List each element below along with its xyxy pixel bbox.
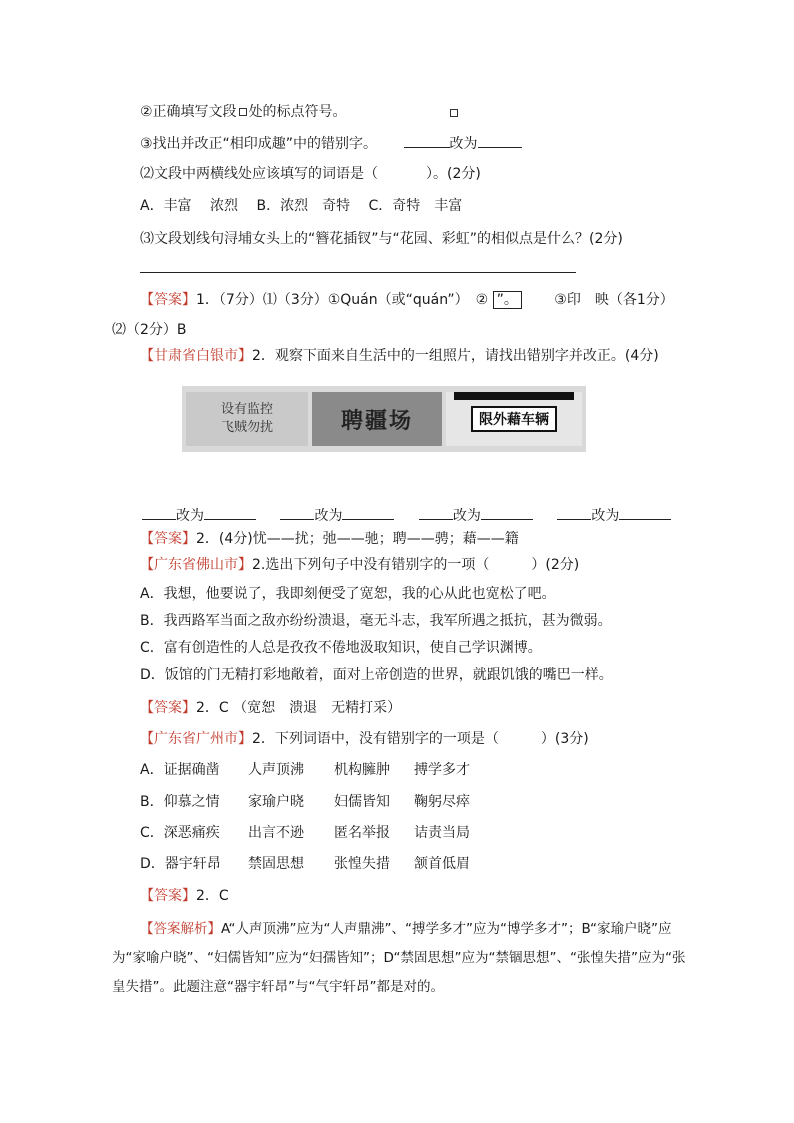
region-label: 【甘肃省白银市】: [140, 348, 252, 364]
photo2-text: 聘疆场: [340, 408, 413, 434]
q1-part3: ⑶文段划线句浔埔女头上的“簪花插钗”与“花园、彩虹”的相似点是什么？(2分): [140, 231, 623, 247]
q1-item2-text-b: 处的标点符号。: [248, 104, 347, 120]
placeholder-square-icon: [450, 109, 458, 117]
q2-prompt: 2．观察下面来自生活中的一组照片，请找出错别字并改正。(4分): [252, 348, 659, 364]
q4-word: B．仰慕之情: [140, 794, 220, 810]
q4-word: 张惶失措: [334, 856, 390, 872]
q1-answer-text-b: ③印 映（各1分）: [554, 292, 674, 308]
q1-part2: [140, 164, 481, 184]
fill-blank: [419, 505, 453, 520]
fill-blank: [619, 505, 671, 520]
q4-header: [140, 729, 589, 749]
q4-analysis-line3: 皇失措”。此题注意“器宇轩昂”与“气宇轩昂”都是对的。: [112, 979, 444, 995]
q2-fill-row: [142, 505, 671, 526]
fill-blank: [280, 505, 314, 520]
q3-prompt: 2.选出下列句子中没有错别字的一项（ ）(2分): [252, 557, 580, 573]
photo-sign-2: [312, 392, 442, 446]
region-label: 【广东省广州市】: [140, 731, 252, 747]
q4-word: 诘责当局: [414, 825, 470, 841]
q4-word: 鞠躬尽瘁: [414, 794, 470, 810]
q4-prompt: 2．下列词语中，没有错别字的一项是（ ）(3分): [252, 731, 589, 747]
q3-option-c: C．富有创造性的人总是孜孜不倦地汲取知识，使自己学识渊博。: [140, 640, 542, 656]
q4-word: 人声顶沸: [248, 762, 304, 778]
gate-icon: [454, 392, 574, 400]
change-to-label: 改为: [314, 508, 343, 524]
fill-blank: [342, 505, 394, 520]
q4-answer: [140, 886, 229, 906]
change-to-label: 改为: [176, 508, 204, 524]
q3-option-d: D．饭馆的门无精打彩地敞着，面对上帝创造的世界，就跟饥饿的嘴巴一样。: [140, 667, 613, 683]
q4-answer-text: 2．C: [196, 888, 229, 904]
q1-item3-text: ③找出并改正“相印成趣”中的错别字。: [140, 136, 378, 152]
fill-blank: [478, 133, 522, 148]
q4-analysis-line2: 为“家喻户晓”、“妇儒皆知”应为“妇孺皆知”；D“禁固思想”应为“禁锢思想”、“张惶失措”应为“张: [112, 950, 686, 966]
q1-item2: [140, 102, 347, 122]
q4-word: A．证据确凿: [140, 762, 220, 778]
photo-strip: [182, 386, 586, 452]
q1-answer-text-a: 1．（7分）⑴（3分）①Quán（或“quán”） ②: [196, 292, 489, 308]
answer-label: 【答案】: [140, 888, 196, 904]
q2-header: [140, 346, 659, 366]
photo-sign-3: [446, 392, 582, 446]
q2-answer-text: 2．(4分)忧——扰；弛——驰；聘——骋；藉——籍: [196, 531, 519, 547]
q1-answer: [140, 290, 674, 310]
q1-answer-line2: ⑵（2分）B: [112, 322, 187, 338]
q4-word: 禁固思想: [248, 856, 304, 872]
answer-line: [140, 272, 576, 273]
q2-answer: [140, 529, 519, 549]
q1-part2-text: ⑵文段中两横线处应该填写的词语是（: [140, 166, 378, 182]
placeholder-square-icon: [239, 108, 247, 116]
q3-option-a: A．我想，他要说了，我即刻便受了宽恕，我的心从此也宽松了吧。: [140, 586, 556, 602]
q4-analysis-text1: A“人声顶沸”应为“人声鼎沸”、“搏学多才”应为“博学多才”；B“家瑜户晓”应: [221, 921, 672, 937]
q4-word: C．深恶痛疾: [140, 825, 220, 841]
q4-option-row: [140, 760, 470, 780]
fill-blank: [557, 505, 591, 520]
q4-option-row: [140, 854, 470, 874]
fill-blank: [481, 505, 533, 520]
change-to-label: 改为: [452, 508, 481, 524]
q4-word: 机构臃肿: [334, 762, 390, 778]
q4-word: D．器宇轩昂: [140, 856, 221, 872]
photo1-line2: 飞贼勿扰: [220, 420, 273, 435]
answer-label: 【答案】: [140, 700, 196, 716]
photo1-line1: 设有监控: [220, 402, 273, 417]
fill-blank: [142, 505, 176, 520]
answer-label: 【答案】: [140, 531, 196, 547]
answer-boxed-punct: ”。: [493, 291, 522, 309]
fill-blank: [204, 505, 256, 520]
change-to-label: 改为: [449, 136, 478, 152]
q4-word: 匿名举报: [334, 825, 390, 841]
photo-sign-1: [186, 392, 308, 446]
region-label: 【广东省佛山市】: [140, 557, 252, 573]
q1-part2-options: A．丰富 浓烈 B．浓烈 奇特 C．奇特 丰富: [140, 198, 463, 214]
q4-option-row: [140, 823, 470, 843]
q4-word: 搏学多才: [414, 762, 470, 778]
answer-label: 【答案】: [140, 292, 196, 308]
q4-analysis-line1: [140, 919, 671, 939]
q1-item2-text: ②正确填写文段: [140, 104, 237, 120]
q4-word: 妇儒皆知: [334, 794, 390, 810]
change-to-label: 改为: [591, 508, 620, 524]
fill-blank: [404, 133, 450, 148]
q4-word: 出言不逊: [248, 825, 304, 841]
q1-part2-text-b: ）。(2分): [426, 166, 481, 182]
analysis-label: 【答案解析】: [140, 921, 221, 937]
q3-header: [140, 555, 579, 575]
q4-option-row: [140, 792, 470, 812]
q3-answer: [140, 698, 401, 718]
q1-item3: [140, 133, 522, 154]
q4-word: 颔首低眉: [414, 856, 470, 872]
q4-word: 家瑜户晓: [248, 794, 304, 810]
q3-option-b: B．我西路军当面之敌亦纷纷溃退，毫无斗志，我军所遇之抵抗，甚为微弱。: [140, 613, 612, 629]
q3-answer-text: 2．C （宽恕 溃退 无精打采）: [196, 700, 402, 716]
photo3-text: 限外藉车辆: [471, 406, 557, 432]
